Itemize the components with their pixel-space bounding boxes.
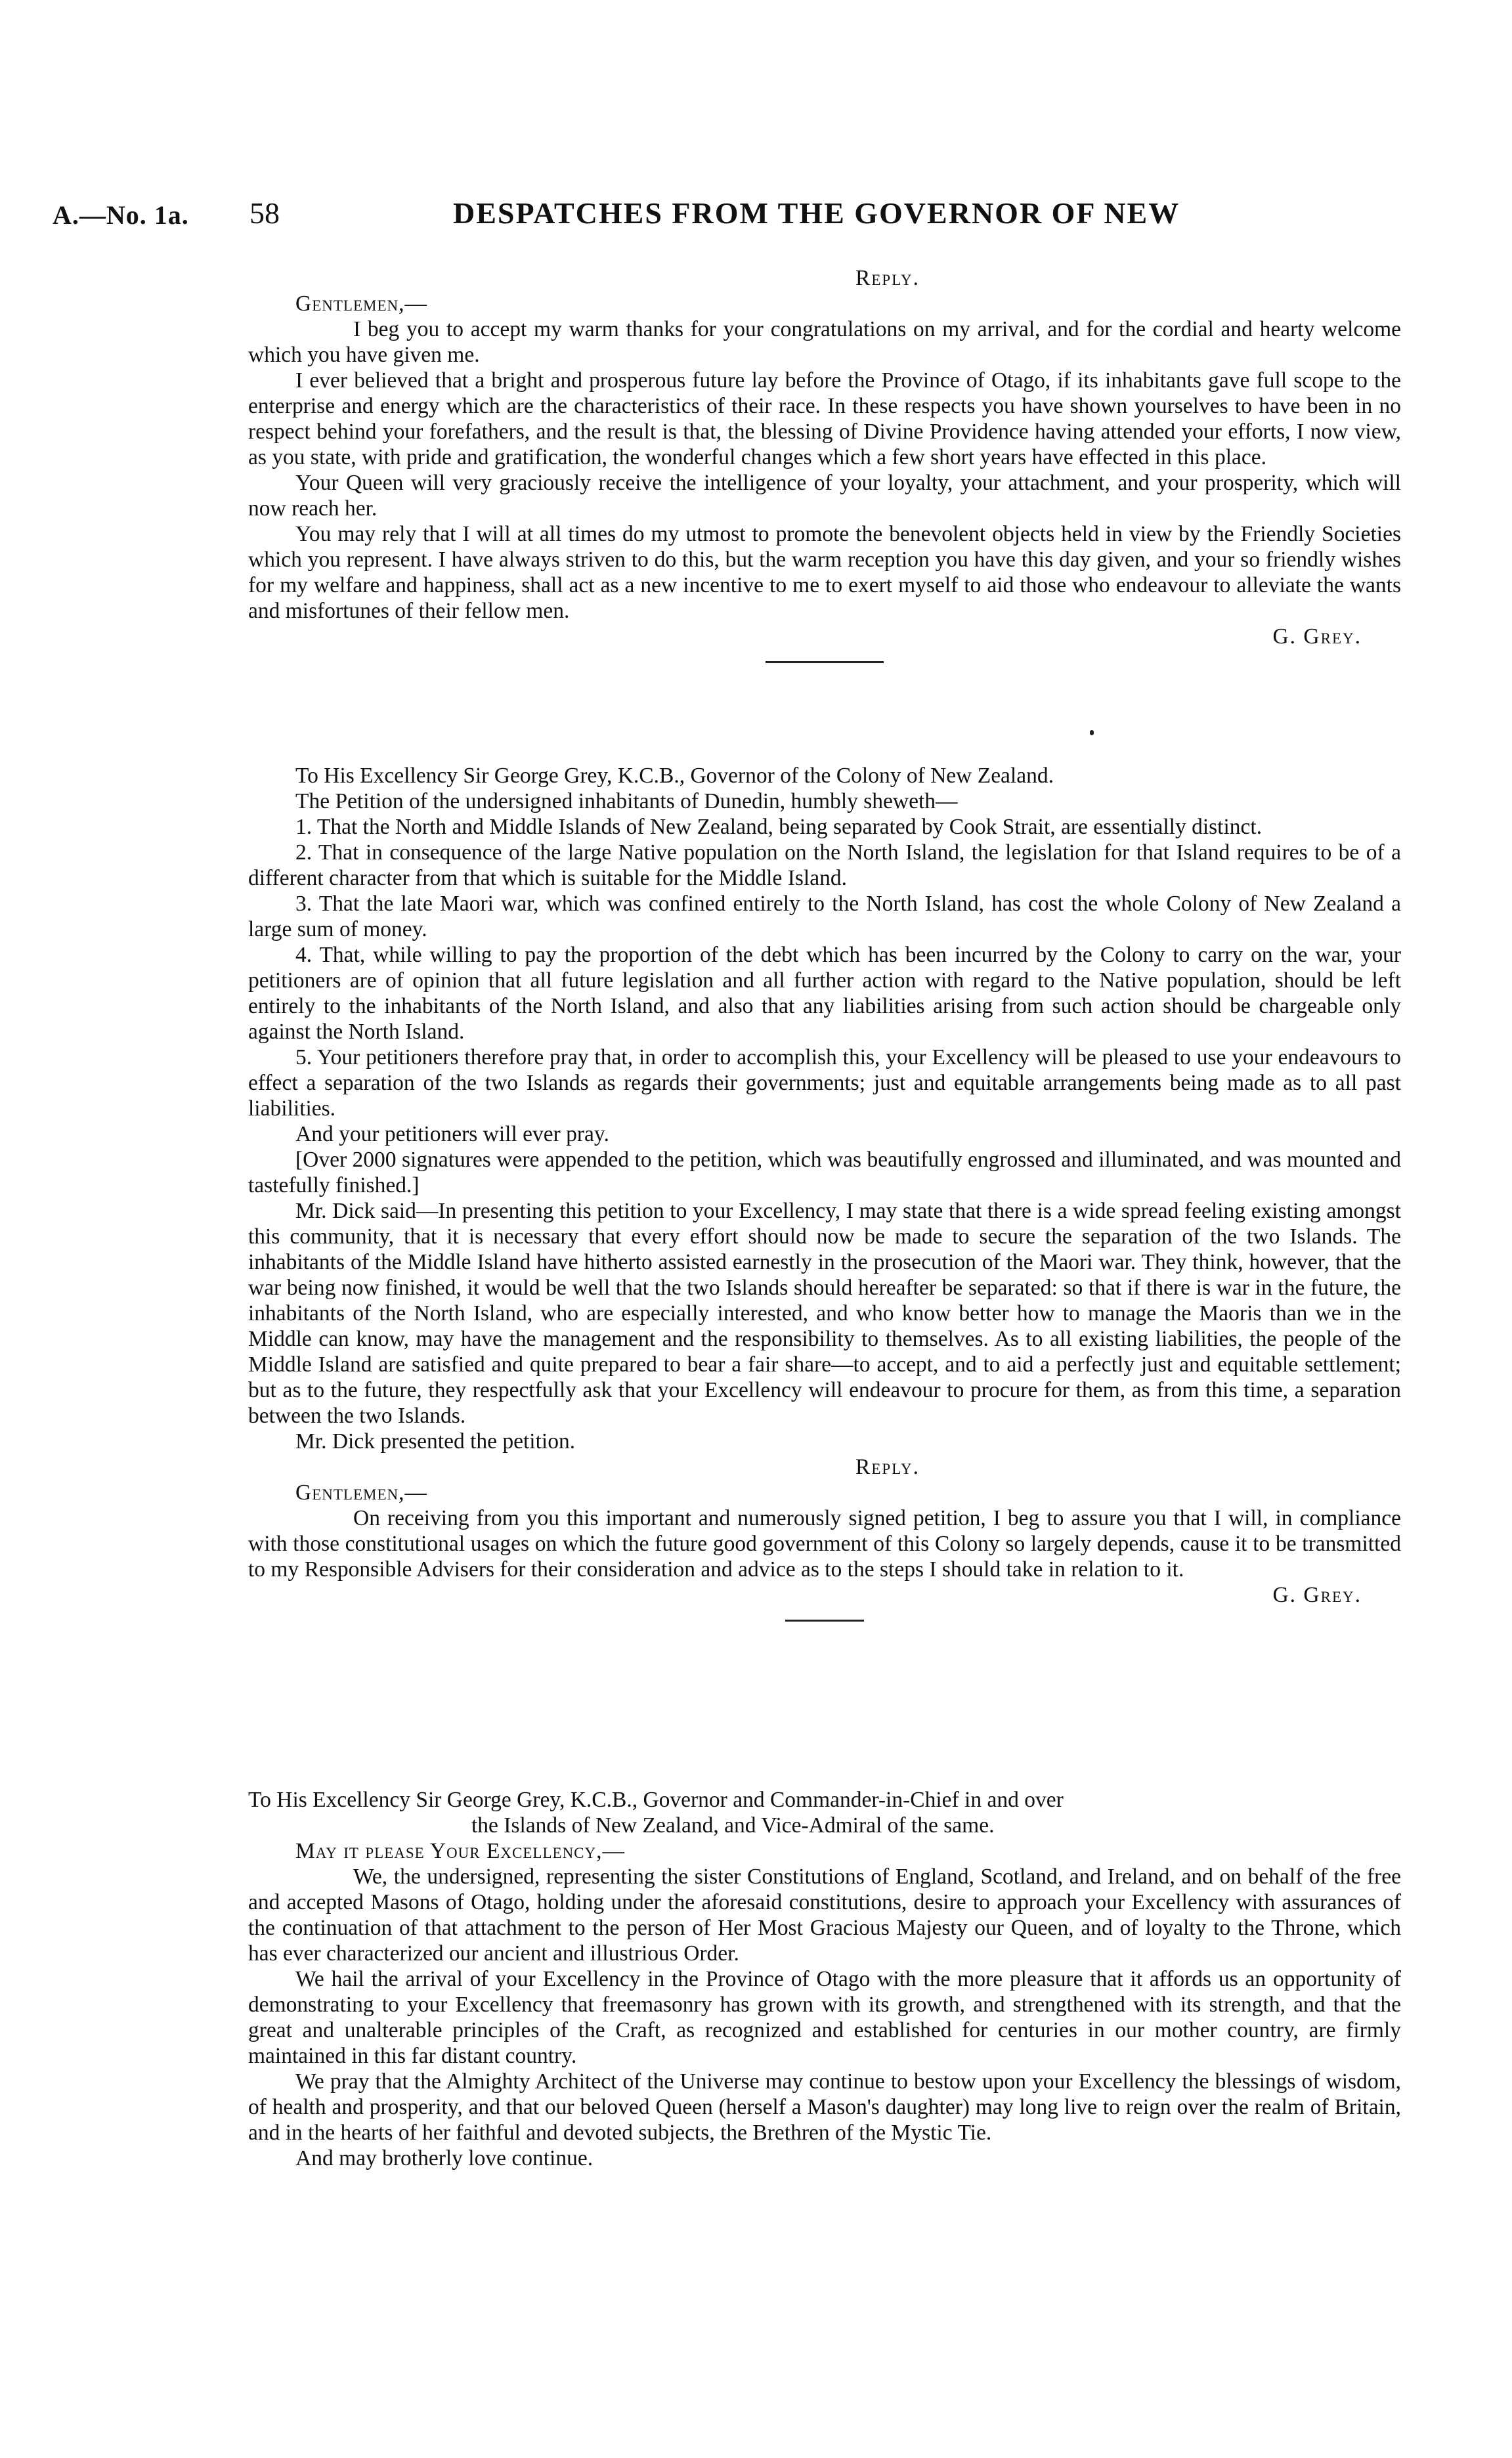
section-divider [785, 1620, 864, 1622]
paragraph: We hail the arrival of your Excellency in the Province of Otago with the more pleasure that it affords us an opportunity of demonstrating to your Excellency that freemasonry has grown with its growth, and strengthened with its strength, and that the great and unalterable principles of the Craft, as recognized and established for centuries in our mother country, are firmly maintained in this far distant country. [248, 1967, 1401, 2068]
paragraph: The Petition of the undersigned inhabitants of Dunedin, humbly sheweth— [295, 789, 958, 813]
dunedin-petition [248, 763, 1401, 1633]
petition-point: 1. That the North and Middle Islands of New Zealand, being separated by Cook Strait, are essentially distinct. [295, 815, 1263, 839]
paragraph: Mr. Dick presented the petition. [295, 1429, 576, 1454]
petition-point: 3. That the late Maori war, which was confined entirely to the North Island, has cost the whole Colony of New Zealand a large sum of money. [248, 892, 1401, 941]
paragraph: We pray that the Almighty Architect of the Universe may continue to bestow upon your Excellency the blessings of wisdom, of health and prosperity, and that our beloved Queen (herself a Mason's daughter) may long live to reign over the realm of Britain, and in the hearts of her faithful and devoted subjects, the Brethren of the Mystic Tie. [248, 2069, 1401, 2145]
paragraph: We, the undersigned, representing the sister Constitutions of England, Scotland, and Ireland, and on behalf of the free and accepted Masons of Otago, holding under the aforesaid constitutions, desire to approach your Excellency with assurances of the continuation of that attachment to the person of Her Most Gracious Majesty our Queen, and of loyalty to the Throne, which has ever characterized our ancient and illustrious Order. [248, 1865, 1401, 1966]
signature: G. Grey. [1272, 624, 1362, 649]
petition-address: To His Excellency Sir George Grey, K.C.B., Governor of the Colony of New Zealand. [295, 764, 1054, 788]
petition-point: 5. Your petitioners therefore pray that, in order to accomplish this, your Excellency will be pleased to use your endeavours to effect a separation of the two Islands as regards their governments; just and equitable arrangements being made as to all past liabilities. [248, 1045, 1401, 1121]
reply-friendly-societies [248, 265, 1401, 675]
salutation: Gentlemen,— [295, 291, 427, 316]
page-number: 58 [249, 196, 280, 230]
signature: G. Grey. [1272, 1583, 1362, 1607]
paragraph: And may brotherly love continue. [295, 2146, 594, 2170]
reply-heading: Reply. [855, 1455, 920, 1479]
masons-address [248, 1787, 1401, 2171]
paragraph: I beg you to accept my warm thanks for your congratulations on my arrival, and for the cordial and hearty welcome which you have given me. [248, 317, 1401, 367]
paragraph: Mr. Dick said—In presenting this petition to your Excellency, I may state that there is a wide spread feeling existing amongst this community, that it is necessary that every effort should now be made to secure the separation of the two Islands. The inhabitants of the Middle Island have hitherto assisted earnestly in the prosecution of the Maori war. They think, however, that the war being now finished, it would be well that the two Islands should hereafter be separated: so that if there is war in the future, the inhabitants of the North Island, who are especially interested, and who know better how to manage the Maoris than we in the Middle can know, may have the management and the responsibility to themselves. As to all existing liabilities, the people of the Middle Island are satisfied and quite prepared to bear a fair share—to accept, and to aid a perfectly just and equitable settlement; but as to the future, they respectfully ask that your Excellency will endeavour to procure for them, as from this time, a separation between the two Islands. [248, 1199, 1401, 1428]
salutation: May it please Your Excellency,— [295, 1839, 626, 1863]
paragraph: Your Queen will very graciously receive the intelligence of your loyalty, your attachment, and your prosperity, which will now reach her. [248, 471, 1401, 521]
running-title: DESPATCHES FROM THE GOVERNOR OF NEW [453, 196, 1180, 230]
section-divider [766, 661, 884, 663]
salutation: Gentlemen,— [295, 1480, 427, 1505]
print-mark [1090, 730, 1094, 735]
address-line: the Islands of New Zealand, and Vice-Admiral of the same. [471, 1813, 995, 1838]
reply-heading: Reply. [855, 266, 920, 290]
page-header [53, 196, 1247, 235]
document-reference: A.—No. 1a. [53, 200, 189, 230]
paragraph: I ever believed that a bright and prosperous future lay before the Province of Otago, if its inhabitants gave full scope to the enterprise and energy which are the characteristics of their race. In these respects you have shown yourselves to have been in no respect behind your forefathers, and the result is that, the blessing of Divine Providence having attended your efforts, I now view, as you state, with pride and gratification, the wonderful changes which a few short years have effected in this place. [248, 368, 1401, 469]
paragraph: And your petitioners will ever pray. [295, 1122, 609, 1146]
address-line: To His Excellency Sir George Grey, K.C.B., Governor and Commander-in-Chief in and over [248, 1788, 1064, 1812]
paragraph: On receiving from you this important and numerously signed petition, I beg to assure you that I will, in compliance with those constitutional usages on which the future good government of this Colony so largely depends, cause it to be transmitted to my Responsible Advisers for their consideration and advice as to the steps I should take in relation to it. [248, 1506, 1401, 1582]
paragraph: You may rely that I will at all times do my utmost to promote the benevolent objects held in view by the Friendly Societies which you represent. I have always striven to do this, but the warm reception you have this day given, and your so friendly wishes for my welfare and happiness, shall act as a new incentive to me to exert myself to aid those who endeavour to alleviate the wants and misfortunes of their fellow men. [248, 522, 1401, 623]
editorial-note: [Over 2000 signatures were appended to the petition, which was beautifully engrossed and illuminated, and was mounted and tastefully finished.] [248, 1148, 1401, 1197]
petition-point: 4. That, while willing to pay the proportion of the debt which has been incurred by the Colony to carry on the war, your petitioners are of opinion that all future legislation and all further action with regard to the Native population, should be left entirely to the inhabitants of the North Island, and also that any liabilities arising from such action should be chargeable only against the North Island. [248, 943, 1401, 1044]
petition-point: 2. That in consequence of the large Native population on the North Island, the legislation for that Island requires to be of a different character from that which is suitable for the Middle Island. [248, 840, 1401, 890]
